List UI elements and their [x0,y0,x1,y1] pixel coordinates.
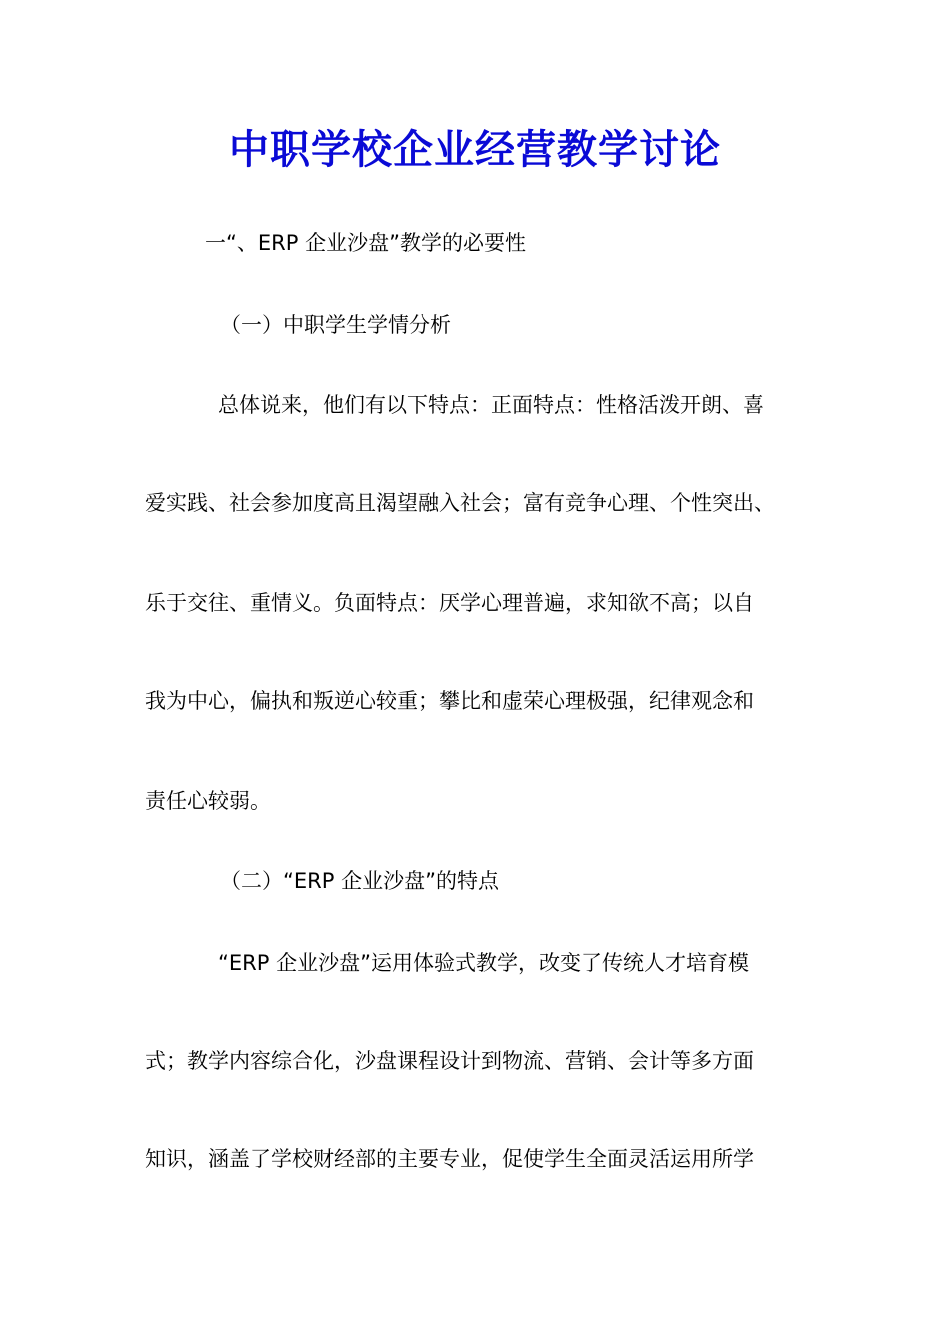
paragraph-line: 责任心较弱。 [145,789,271,813]
paragraph-line: 乐于交往、重情义。负面特点：厌学心理普遍，求知欲不高；以自 [145,591,754,615]
paragraph-line: 爱实践、社会参加度高且渴望融入社会；富有竞争心理、个性突出、 [145,491,775,515]
document-title: 中职学校企业经营教学讨论 [229,126,721,173]
subsection-heading: （二）“ERP 企业沙盘”的特点 [220,869,499,893]
paragraph-line: “ERP 企业沙盘”运用体验式教学，改变了传统人才培育模 [218,951,749,975]
paragraph-line: 知识，涵盖了学校财经部的主要专业，促使学生全面灵活运用所学 [145,1147,754,1171]
paragraph-line: 总体说来，他们有以下特点：正面特点：性格活泼开朗、喜 [218,393,764,417]
subsection-heading: （一）中职学生学情分析 [220,313,451,337]
section-heading: 一“、ERP 企业沙盘”教学的必要性 [205,231,526,255]
paragraph-line: 我为中心，偏执和叛逆心较重；攀比和虚荣心理极强，纪律观念和 [145,689,754,713]
paragraph-line: 式；教学内容综合化，沙盘课程设计到物流、营销、会计等多方面 [145,1049,754,1073]
